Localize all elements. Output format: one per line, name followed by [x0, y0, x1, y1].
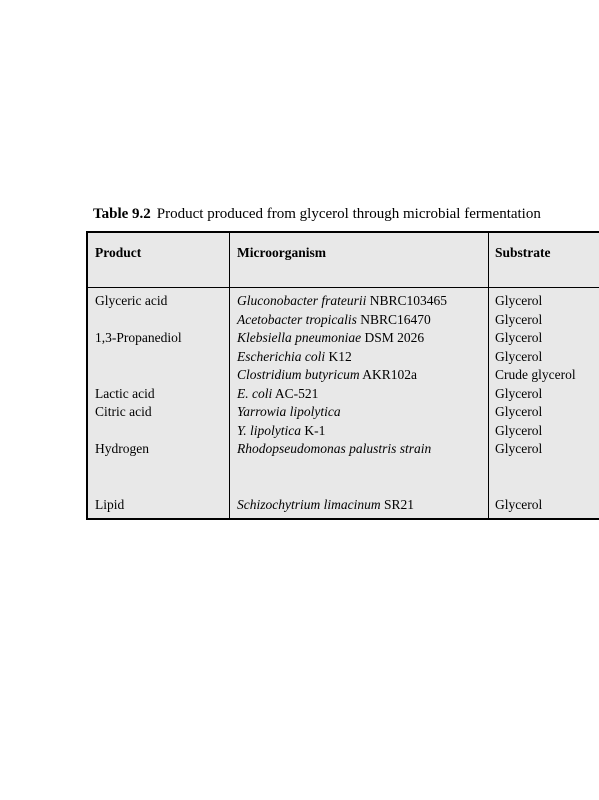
data-table [86, 231, 599, 520]
organism-name: Y. lipolytica [237, 422, 302, 438]
organism-name: Escherichia coli [237, 348, 326, 364]
header-product: Product [95, 245, 142, 260]
cell-microorganism [237, 292, 447, 311]
table-label: Table 9.2 [93, 206, 151, 222]
cell-substrate: Crude glycerol [495, 367, 576, 382]
organism-strain: K12 [325, 348, 352, 364]
organism-strain: K-1 [301, 422, 326, 438]
header-substrate: Substrate [495, 245, 551, 260]
cell-substrate: Glycerol [495, 311, 543, 327]
cell-product: Lipid [95, 497, 125, 512]
cell-product: Citric acid [95, 404, 152, 419]
organism-name: Schizochytrium limacinum [237, 497, 381, 512]
cell-microorganism [237, 366, 417, 385]
cell-microorganism [237, 496, 414, 515]
organism-name: Klebsiella pneumoniae [237, 330, 362, 345]
cell-substrate: Glycerol [495, 404, 543, 419]
table-title: Product produced from glycerol through microbial fermentation [156, 206, 541, 222]
cell-microorganism [237, 329, 424, 348]
organism-name: Yarrowia lipolytica [237, 404, 341, 419]
cell-microorganism [237, 385, 318, 404]
cell-microorganism [237, 311, 431, 330]
organism-strain: NBRC16470 [356, 311, 431, 327]
column-divider [229, 233, 230, 518]
cell-substrate: Glycerol [495, 293, 543, 308]
organism-name: Rhodopseudomonas palustris strain [237, 441, 432, 456]
cell-product: Glyceric acid [95, 293, 168, 308]
organism-strain: AKR102a [359, 367, 418, 382]
column-divider [488, 233, 489, 518]
cell-microorganism [237, 422, 325, 441]
cell-product: Hydrogen [95, 441, 149, 456]
organism-name: Gluconobacter frateurii [237, 293, 367, 308]
cell-substrate: Glycerol [495, 385, 543, 401]
organism-name: E. coli [237, 385, 273, 401]
cell-substrate: Glycerol [495, 348, 543, 364]
cell-microorganism [237, 403, 341, 422]
cell-microorganism [237, 348, 352, 367]
cell-substrate: Glycerol [495, 441, 543, 456]
header-microorganism: Microorganism [237, 245, 326, 260]
organism-strain: DSM 2026 [361, 330, 425, 345]
cell-substrate: Glycerol [495, 422, 543, 438]
table-caption [93, 206, 541, 223]
organism-name: Clostridium butyricum [237, 367, 360, 382]
cell-substrate: Glycerol [495, 497, 543, 512]
cell-microorganism [237, 440, 431, 459]
cell-substrate: Glycerol [495, 330, 543, 345]
header-divider [88, 287, 599, 288]
organism-strain: NBRC103465 [366, 293, 447, 308]
organism-name: Acetobacter tropicalis [237, 311, 357, 327]
organism-strain: AC-521 [272, 385, 319, 401]
cell-product: 1,3-Propanediol [95, 330, 182, 345]
cell-product: Lactic acid [95, 385, 155, 401]
organism-strain: SR21 [380, 497, 414, 512]
